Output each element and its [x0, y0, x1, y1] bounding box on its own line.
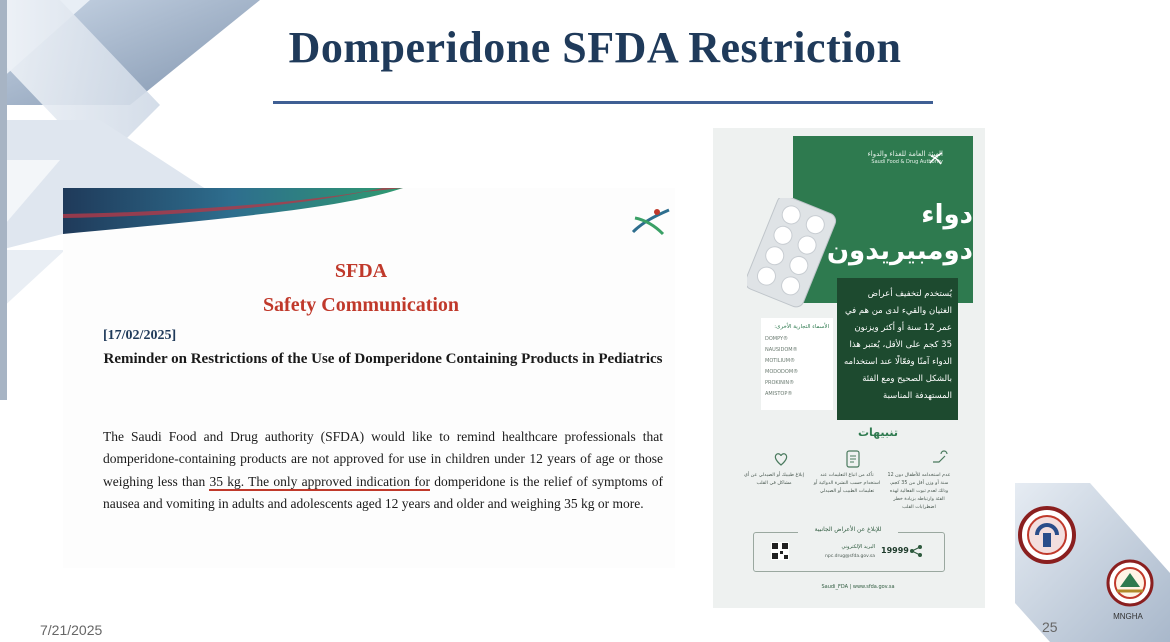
- poster-email-label: البريد الإلكتروني: [841, 544, 875, 550]
- sfda-logo-icon: [629, 204, 673, 238]
- body-text: .: [240, 473, 249, 489]
- poster-brands-title: الأسماء التجارية الأخرى:: [774, 324, 829, 330]
- mngha-caption: MNGHA: [1113, 612, 1143, 621]
- slide-title: Domperidone SFDA Restriction: [288, 23, 902, 72]
- hand-icon: [931, 450, 951, 466]
- poster-footer: Saudi_FDA | www.sfda.gov.sa: [821, 584, 895, 590]
- body-text: domperidone is the relief of symptoms of nausea and vomiting in adults and adolescents aged 12 years and older and weighing 35 kg or more.: [103, 473, 663, 511]
- network-icon: [909, 544, 923, 558]
- document-header-banner: [63, 188, 403, 236]
- document-type: Safety Communication: [262, 294, 460, 316]
- poster-report-title: للإبلاغ عن الأعراض الجانبية: [798, 526, 898, 533]
- leaflet-icon: [845, 450, 861, 468]
- footer-date: 7/21/2025: [40, 622, 103, 638]
- poster-brand-3: MOTILIUM®: [765, 358, 796, 364]
- poster-phone: 19999: [881, 546, 909, 555]
- safety-communication-document: [63, 188, 675, 568]
- qr-code-icon: [771, 542, 789, 560]
- poster-brand-4: MODODOM®: [765, 369, 799, 375]
- body-text: The Saudi Food and Drug authority (SFDA) would like to remind healthcare professionals that domperidone-containing products are not approved for use in children under 12 years of age or those weighing less than: [103, 429, 663, 489]
- page-number: 25: [1042, 619, 1058, 635]
- underlined-indication: The only approved indication for: [248, 473, 431, 489]
- document-heading: Reminder on Restrictions of the Use of Domperidone Containing Products in Pediatrics: [103, 351, 663, 367]
- heart-icon: [773, 450, 789, 468]
- blister-pack-illustration: [747, 198, 837, 308]
- poster-usage-text: يُستخدم لتخفيف أعراض الغثيان والقيء لدى من هم في عمر 12 سنة أو أكثر ويزنون 35 كجم على الأقل، يُعتبر هذا الدواء آمنًا وفعّالًا عند استخدامه بالشكل الصحيح ومع الفئة المستهدفة المناسبة: [843, 289, 952, 401]
- document-date: [17/02/2025]: [103, 328, 177, 343]
- poster-sfda-icon: [928, 150, 944, 166]
- poster-drug-word: دواء: [921, 200, 973, 230]
- underlined-weight: 35 kg: [209, 473, 241, 489]
- poster-warning-1: عدم استخدامه للأطفال دون 12 سنة أو وزن أقل من 35 كجم، وذلك لعدم ثبوت الفعالية لهذه الفئة وارتباطه بزيادة خطر اضطرابات القلب: [887, 473, 951, 510]
- poster-authority-en: Saudi Food & Drug Authority: [871, 159, 943, 165]
- poster-warnings-title: تنبيهات: [857, 426, 899, 439]
- domperidone-poster: [713, 128, 985, 608]
- poster-drug-name: دومبيريدون: [826, 236, 973, 266]
- poster-warning-3: إبلاغ طبيبك أو الصيدلي عن أي مشاكل في القلب: [744, 473, 804, 486]
- poster-brand-6: AMISTOP®: [765, 391, 793, 397]
- poster-brand-5: PROKININ®: [765, 380, 795, 386]
- title-divider: [273, 101, 933, 104]
- poster-authority-ar: الهيئة العامة للغذاء والدواء: [867, 150, 943, 158]
- document-body: [103, 426, 663, 515]
- poster-brand-2: NAUSIDOM®: [765, 347, 798, 353]
- document-org: SFDA: [334, 260, 388, 282]
- poster-warning-2: تأكد من اتباع التعليمات عند استخدام حسب النشرة الدوائية أو تعليمات الطبيب أو الصيدلي: [813, 473, 881, 494]
- poster-brand-1: DOMPY®: [765, 336, 789, 342]
- poster-email: npc.drug@sfda.gov.sa: [825, 554, 875, 559]
